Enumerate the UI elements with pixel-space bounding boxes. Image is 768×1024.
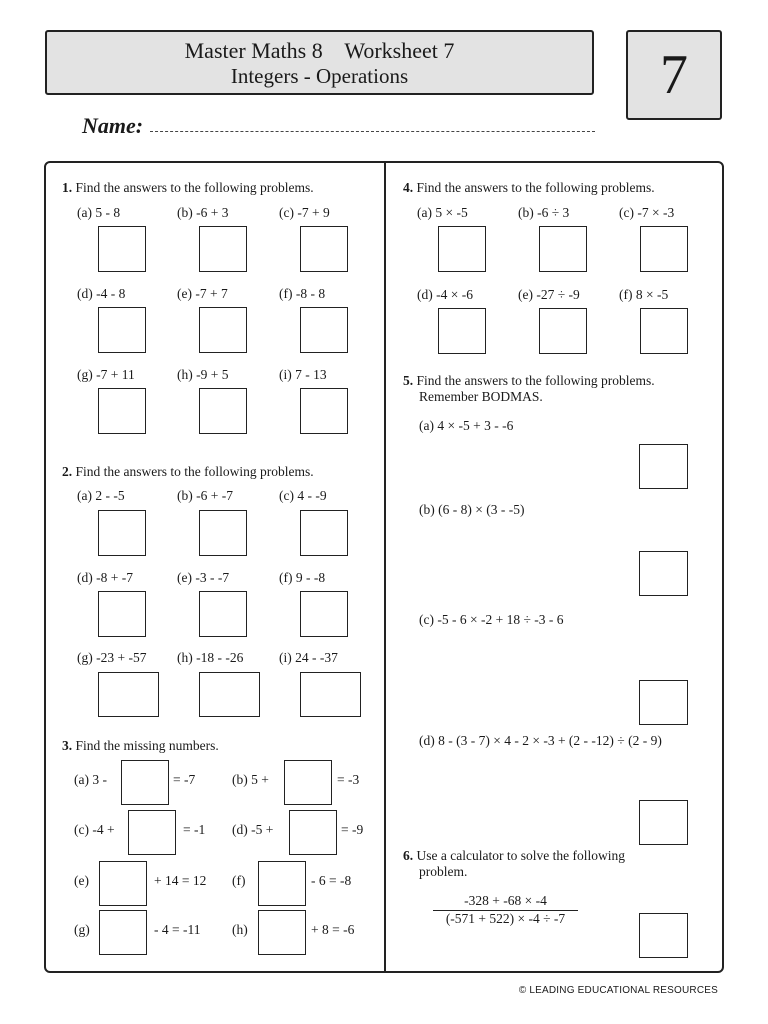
q1-item-e: (e) -7 + 7 (177, 286, 228, 301)
q1-item-b: (b) -6 + 3 (177, 205, 229, 220)
q2-answer-e[interactable] (199, 591, 247, 637)
q2-item-d: (d) -8 + -7 (77, 570, 133, 585)
q3-item-f-right: - 6 = -8 (311, 873, 352, 888)
q3-item-a-left: (a) 3 - (74, 772, 107, 787)
q3-item-d-right: = -9 (341, 822, 364, 837)
q3-item-c-left: (c) -4 + (74, 822, 115, 837)
q3-item-g-left: (g) (74, 922, 90, 937)
sheet-number: 7 (660, 44, 688, 106)
q3-item-a-right: = -7 (173, 772, 196, 787)
copyright-footer: © LEADING EDUCATIONAL RESOURCES (518, 985, 718, 996)
q4-item-a: (a) 5 × -5 (417, 205, 468, 220)
q1-item-d: (d) -4 - 8 (77, 286, 126, 301)
q1-item-c: (c) -7 + 9 (279, 205, 330, 220)
q1-answer-a[interactable] (98, 226, 146, 272)
q3-item-e-right: + 14 = 12 (154, 873, 207, 888)
q6-fraction (433, 893, 578, 927)
q2-item-e: (e) -3 - -7 (177, 570, 230, 585)
q4-item-c: (c) -7 × -3 (619, 205, 675, 220)
sheet-number-box (626, 30, 722, 120)
q2-answer-c[interactable] (300, 510, 348, 556)
q2-answer-d[interactable] (98, 591, 146, 637)
q1-item-i: (i) 7 - 13 (279, 367, 327, 382)
q4-heading: 4. Find the answers to the following problems. (403, 180, 655, 195)
q1-item-a: (a) 5 - 8 (77, 205, 121, 220)
q5-answer-a[interactable] (639, 444, 688, 489)
q6-heading-line2: problem. (419, 864, 468, 879)
q4-answer-c[interactable] (640, 226, 688, 272)
q5-heading: 5. Find the answers to the following problems. (403, 373, 655, 388)
q1-answer-d[interactable] (98, 307, 146, 353)
q3-answer-g[interactable] (99, 910, 147, 955)
q1-answer-g[interactable] (98, 388, 146, 434)
q5-answer-c[interactable] (639, 680, 688, 725)
q4-answer-f[interactable] (640, 308, 688, 354)
q4-answer-d[interactable] (438, 308, 486, 354)
q3-answer-h[interactable] (258, 910, 306, 955)
q5-item-c: (c) -5 - 6 × -2 + 18 ÷ -3 - 6 (419, 612, 564, 627)
q3-item-b-left: (b) 5 + (232, 772, 269, 787)
q2-answer-h[interactable] (199, 672, 260, 717)
q2-answer-b[interactable] (199, 510, 247, 556)
q3-item-c-right: = -1 (183, 822, 206, 837)
q4-item-b: (b) -6 ÷ 3 (518, 205, 570, 220)
worksheet-title: Master Maths 8 Worksheet 7 (184, 38, 455, 63)
q3-item-f-left: (f) (232, 873, 246, 888)
title-box (45, 30, 594, 95)
q4-answer-a[interactable] (438, 226, 486, 272)
q2-item-c: (c) 4 - -9 (279, 488, 327, 503)
q3-answer-e[interactable] (99, 861, 147, 906)
q3-answer-c[interactable] (128, 810, 176, 855)
q1-item-g: (g) -7 + 11 (77, 367, 135, 382)
q5-item-b: (b) (6 - 8) × (3 - -5) (419, 502, 525, 517)
q3-heading: 3. Find the missing numbers. (62, 738, 219, 753)
q3-answer-d[interactable] (289, 810, 337, 855)
q2-item-h: (h) -18 - -26 (177, 650, 244, 665)
q3-item-h-right: + 8 = -6 (311, 922, 355, 937)
q6-heading: 6. Use a calculator to solve the following (403, 848, 625, 863)
q5-answer-d[interactable] (639, 800, 688, 845)
q1-answer-b[interactable] (199, 226, 247, 272)
q1-answer-e[interactable] (199, 307, 247, 353)
q2-answer-f[interactable] (300, 591, 348, 637)
q4-item-d: (d) -4 × -6 (417, 287, 473, 302)
q1-item-h: (h) -9 + 5 (177, 367, 229, 382)
q6-answer[interactable] (639, 913, 688, 958)
q2-answer-g[interactable] (98, 672, 159, 717)
worksheet-subtitle: Integers - Operations (230, 64, 409, 88)
q3-item-g-right: - 4 = -11 (154, 922, 201, 937)
q2-item-g: (g) -23 + -57 (77, 650, 147, 665)
q4-answer-e[interactable] (539, 308, 587, 354)
q1-item-f: (f) -8 - 8 (279, 286, 326, 301)
q3-item-b-right: = -3 (337, 772, 360, 787)
q5-item-a: (a) 4 × -5 + 3 - -6 (419, 418, 514, 433)
q3-answer-a[interactable] (121, 760, 169, 805)
q5-answer-b[interactable] (639, 551, 688, 596)
q6-denominator: (-571 + 522) × -4 ÷ -7 (445, 911, 566, 926)
q2-answer-i[interactable] (300, 672, 361, 717)
name-label: Name: (82, 113, 144, 138)
q1-answer-f[interactable] (300, 307, 348, 353)
q2-item-i: (i) 24 - -37 (279, 650, 338, 665)
q1-heading: 1. Find the answers to the following problems. (62, 180, 314, 195)
column-divider (384, 162, 386, 972)
q2-answer-a[interactable] (98, 510, 146, 556)
q3-item-h-left: (h) (232, 922, 248, 937)
q2-heading: 2. Find the answers to the following problems. (62, 464, 314, 479)
q4-answer-b[interactable] (539, 226, 587, 272)
q1-answer-h[interactable] (199, 388, 247, 434)
q3-item-e-left: (e) (74, 873, 89, 888)
q3-answer-b[interactable] (284, 760, 332, 805)
q2-item-b: (b) -6 + -7 (177, 488, 233, 503)
q4-item-e: (e) -27 ÷ -9 (518, 287, 580, 302)
q5-heading-line2: Remember BODMAS. (419, 389, 543, 404)
name-field[interactable] (150, 131, 595, 132)
q2-item-f: (f) 9 - -8 (279, 570, 326, 585)
q4-item-f: (f) 8 × -5 (619, 287, 669, 302)
q6-numerator: -328 + -68 × -4 (433, 893, 578, 911)
q2-item-a: (a) 2 - -5 (77, 488, 125, 503)
q3-item-d-left: (d) -5 + (232, 822, 274, 837)
q1-answer-c[interactable] (300, 226, 348, 272)
q3-answer-f[interactable] (258, 861, 306, 906)
q1-answer-i[interactable] (300, 388, 348, 434)
q5-item-d: (d) 8 - (3 - 7) × 4 - 2 × -3 + (2 - -12) ÷ (2 - 9) (419, 733, 662, 748)
